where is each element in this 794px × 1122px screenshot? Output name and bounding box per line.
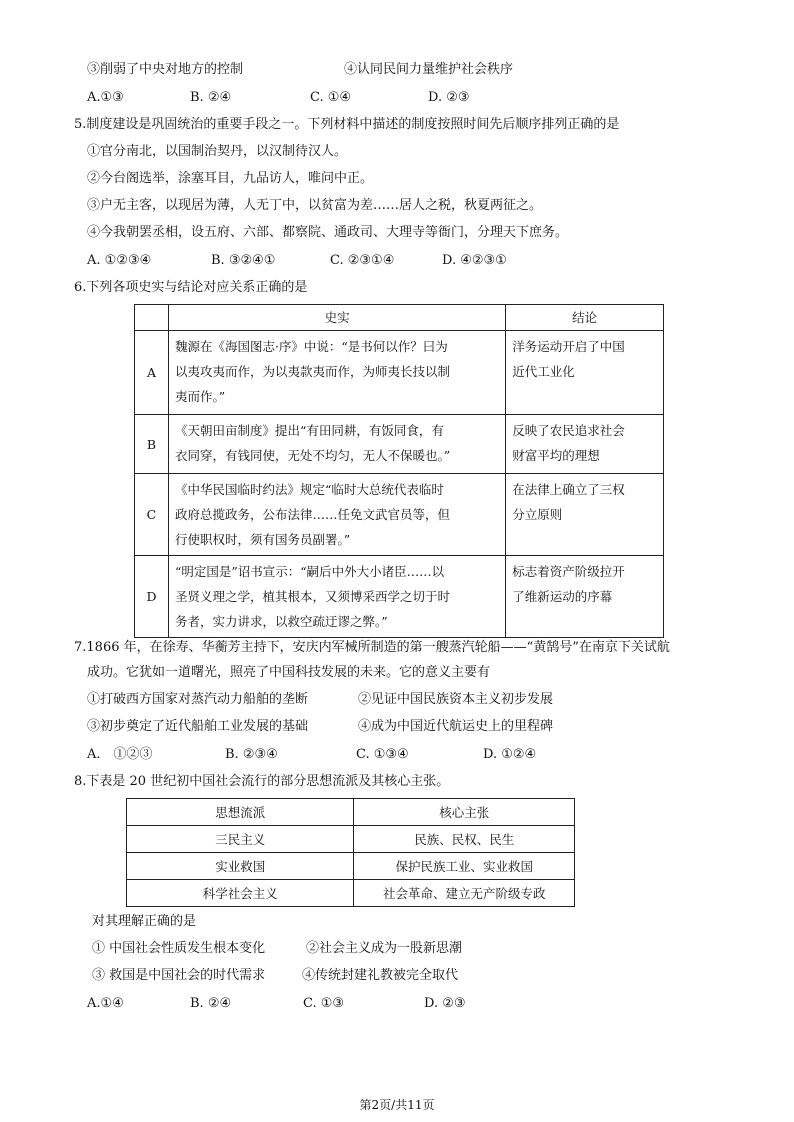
q8-item-2: ②社会主义成为一股新思潮	[306, 941, 463, 956]
q6-row-label: D	[135, 556, 169, 638]
q5-option-a: A. ①②③④	[87, 253, 152, 268]
q4-option-d: D. ②③	[428, 90, 470, 105]
q8-item-1: ① 中国社会性质发生根本变化	[92, 941, 266, 956]
q7-option-b: B. ②③④	[225, 747, 278, 762]
q6-row-fact	[168, 415, 505, 474]
q8-cell-school: 三民主义	[127, 826, 354, 853]
q6-header-fact: 史实	[168, 305, 505, 331]
q5-item-4: ④今我朝罢丞相，设五府、六部、都察院、通政司、大理寺等衙门，分理天下庶务。	[87, 225, 569, 240]
q6-row-d	[135, 556, 664, 638]
q8-cell-claim: 保护民族工业、实业救国	[354, 853, 575, 880]
q8-question: 对其理解正确的是	[92, 914, 197, 929]
q7-option-c: C. ①③④	[356, 747, 409, 762]
table-row	[127, 880, 575, 907]
fact-line: 《中华民国临时约法》规定“临时大总统代表临时	[174, 482, 444, 497]
q5-item-2: ②今台阁选举，涂塞耳目，九品访人，唯问中正。	[87, 171, 374, 186]
q6-row-conclusion	[506, 556, 664, 638]
q5-option-c: C. ②③①④	[330, 253, 395, 268]
conclusion-line: 洋务运动开启了中国	[512, 339, 625, 354]
q4-option-b: B. ②④	[190, 90, 232, 105]
q8-header-row	[127, 799, 575, 826]
q6-table	[134, 304, 664, 638]
q4-option-a: A.①③	[87, 90, 124, 105]
q8-cell-school: 科学社会主义	[127, 880, 354, 907]
conclusion-line: 财富平均的理想	[512, 448, 600, 463]
q6-row-label: A	[135, 331, 169, 415]
q6-row-fact	[168, 331, 505, 415]
q6-row-a	[135, 331, 664, 415]
q5-option-d: D. ④②③①	[442, 253, 507, 268]
q7-item-3: ③初步奠定了近代船舶工业发展的基础	[87, 719, 309, 734]
q6-row-fact	[168, 474, 505, 556]
q4-item-3: ③削弱了中央对地方的控制	[87, 62, 244, 77]
fact-line: 务者，实力讲求，以救空疏迂谬之弊。”	[174, 614, 388, 629]
fact-line: 行使职权时，须有国务员副署。”	[174, 532, 351, 547]
q5-item-1: ①官分南北，以国制治契丹，以汉制待汉人。	[87, 144, 348, 159]
q8-header-claim: 核心主张	[354, 799, 575, 826]
q4-option-c: C. ①④	[310, 90, 352, 105]
q8-table	[126, 798, 575, 907]
fact-line: “明定国是”诏书宣示：“嗣后中外大小诸臣……以	[174, 564, 445, 579]
fact-line: 夷而作。”	[174, 389, 226, 404]
q6-row-fact	[168, 556, 505, 638]
conclusion-line: 在法律上确立了三权	[512, 482, 625, 497]
conclusion-line: 反映了农民追求社会	[512, 423, 625, 438]
fact-line: 魏源在《海国图志·序》中说：“是书何以作？曰为	[174, 339, 448, 354]
q7-option-d: D. ①②④	[483, 747, 537, 762]
q8-stem: 8.下表是 20 世纪初中国社会流行的部分思想流派及其核心主张。	[74, 774, 450, 789]
q7-item-1: ①打破西方国家对蒸汽动力船舶的垄断	[87, 692, 309, 707]
q8-header-school: 思想流派	[127, 799, 354, 826]
conclusion-line: 近代工业化	[512, 364, 575, 379]
conclusion-line: 分立原则	[512, 507, 563, 522]
q8-item-4: ④传统封建礼教被完全取代	[302, 968, 459, 983]
q7-item-4: ④成为中国近代航运史上的里程碑	[358, 719, 554, 734]
q6-row-conclusion	[506, 474, 664, 556]
q8-cell-claim: 民族、民权、民生	[354, 826, 575, 853]
q7-option-a: A. ①②③	[87, 747, 153, 762]
table-row	[127, 826, 575, 853]
q5-stem: 5.制度建设是巩固统治的重要手段之一。下列材料中描述的制度按照时间先后顺序排列正确的是	[74, 117, 620, 132]
table-row	[127, 853, 575, 880]
fact-line: 《天朝田亩制度》提出“有田同耕，有饭同食，有	[174, 423, 444, 438]
page-number: 第2页/共11页	[359, 1098, 435, 1112]
q6-row-conclusion	[506, 331, 664, 415]
q6-header-row	[135, 305, 664, 331]
q8-option-b: B. ②④	[190, 996, 232, 1011]
q6-row-c	[135, 474, 664, 556]
q8-item-3: ③ 救国是中国社会的时代需求	[92, 968, 266, 983]
q6-stem: 6.下列各项史实与结论对应关系正确的是	[74, 280, 308, 295]
q4-item-4: ④认同民间力量维护社会秩序	[344, 62, 514, 77]
q8-option-d: D. ②③	[424, 996, 466, 1011]
fact-line: 以夷攻夷而作，为以夷款夷而作，为师夷长技以制	[174, 364, 450, 379]
q6-header-conclusion: 结论	[506, 305, 664, 331]
q6-row-b	[135, 415, 664, 474]
q6-row-conclusion	[506, 415, 664, 474]
q7-item-2: ②见证中国民族资本主义初步发展	[358, 692, 554, 707]
q8-option-a: A.①④	[87, 996, 124, 1011]
q6-row-label: B	[135, 415, 169, 474]
fact-line: 衣同穿，有钱同使，无处不均匀，无人不保暖也。”	[174, 448, 451, 463]
q5-option-b: B. ③②④①	[211, 253, 276, 268]
q8-cell-claim: 社会革命、建立无产阶级专政	[354, 880, 575, 907]
q6-header-blank	[135, 305, 169, 331]
q8-option-c: C. ①③	[303, 996, 345, 1011]
conclusion-line: 了维新运动的序幕	[512, 589, 613, 604]
q7-stem-line-2: 成功。它犹如一道曙光，照亮了中国科技发展的未来。它的意义主要有	[87, 665, 491, 680]
conclusion-line: 标志着资产阶级拉开	[512, 564, 625, 579]
q8-cell-school: 实业救国	[127, 853, 354, 880]
q5-item-3: ③户无主客，以现居为薄，人无丁中，以贫富为差……居人之税，秋夏两征之。	[87, 198, 543, 213]
fact-line: 圣贤义理之学，植其根本，又须博采西学之切于时	[174, 589, 450, 604]
fact-line: 政府总揽政务，公布法律……任免文武官员等，但	[174, 507, 450, 522]
q6-row-label: C	[135, 474, 169, 556]
q7-stem-line-1: 7.1866 年，在徐寿、华蘅芳主持下，安庆内军械所制造的第一艘蒸汽轮船——“黄鹄号”在南京下关试航	[74, 640, 670, 655]
